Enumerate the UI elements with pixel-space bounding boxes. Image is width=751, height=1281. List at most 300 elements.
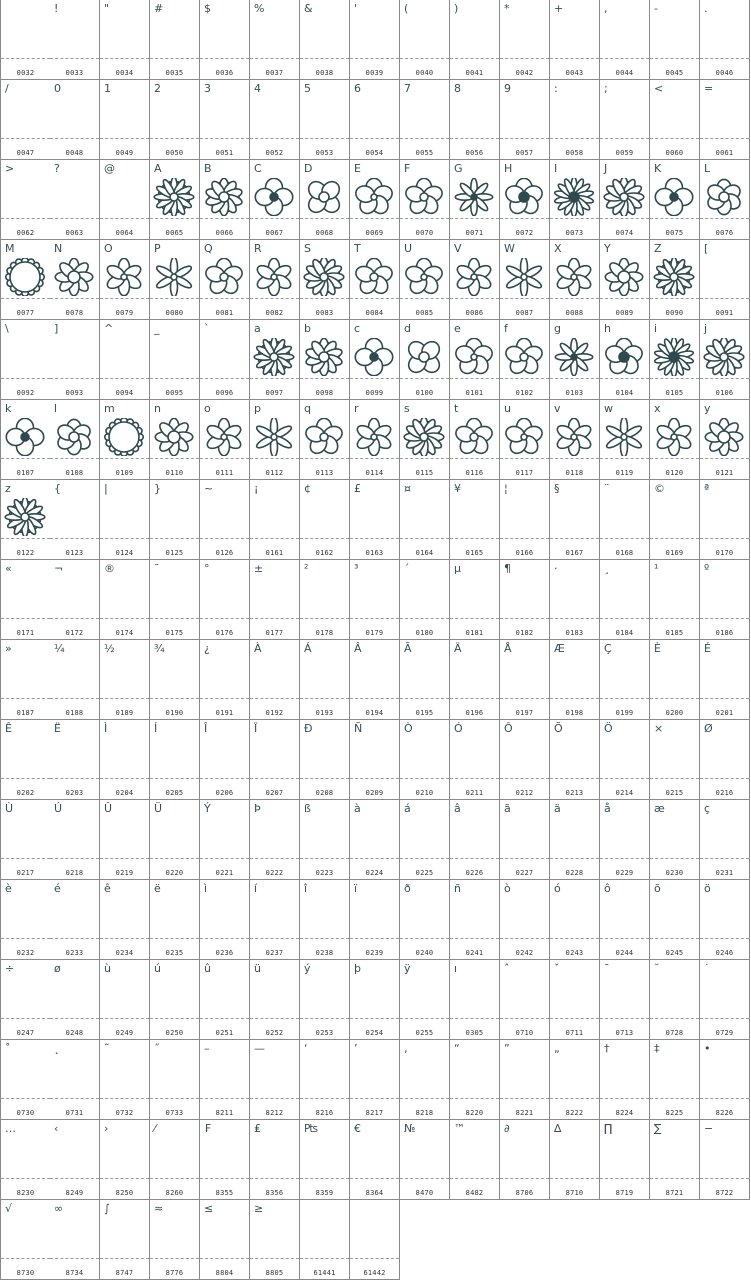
char-code: 0216 <box>715 789 734 797</box>
char-code: 0080 <box>165 309 184 317</box>
glyph-char: 7 <box>404 82 411 95</box>
char-code: 0068 <box>315 229 334 237</box>
glyph-char: Ô <box>504 722 513 735</box>
glyph-cell <box>100 720 150 800</box>
glyph-cell <box>150 160 200 240</box>
char-code: 0212 <box>515 789 534 797</box>
glyph-cell <box>700 1040 750 1120</box>
glyph-char: ç <box>704 802 711 815</box>
baseline-divider <box>450 378 499 379</box>
baseline-divider <box>100 378 149 379</box>
glyph-cell <box>250 80 300 160</box>
glyph-char: ¿ <box>204 642 210 655</box>
flower-icon <box>602 338 646 376</box>
baseline-divider <box>450 218 499 219</box>
baseline-divider <box>650 1098 699 1099</box>
glyph-char: Ê <box>5 722 12 735</box>
char-code: 8222 <box>565 1109 584 1117</box>
glyph-cell <box>200 560 250 640</box>
glyph-cell <box>50 560 100 640</box>
baseline-divider <box>50 138 99 139</box>
glyph-char: ∆ <box>554 1122 562 1135</box>
glyph-char: Î <box>204 722 208 735</box>
glyph-cell <box>500 880 550 960</box>
glyph-char: ú <box>154 962 161 975</box>
baseline-divider <box>400 938 449 939</box>
baseline-divider <box>450 458 499 459</box>
char-code: 0215 <box>665 789 684 797</box>
char-code: 0205 <box>165 789 184 797</box>
glyph-cell <box>0 1120 51 1200</box>
char-code: 8722 <box>715 1189 734 1197</box>
glyph-char: < <box>654 82 664 95</box>
glyph-cell <box>100 160 150 240</box>
flower-icon <box>652 338 696 376</box>
glyph-cell <box>300 480 350 560</box>
glyph-char: ' <box>354 2 358 15</box>
glyph-char: ù <box>104 962 111 975</box>
glyph-char: G <box>454 162 463 175</box>
glyph-char: h <box>604 322 611 335</box>
char-code: 0190 <box>165 709 184 717</box>
baseline-divider <box>450 858 499 859</box>
glyph-cell <box>150 0 200 80</box>
glyph-cell <box>250 480 300 560</box>
char-code: 0103 <box>565 389 584 397</box>
glyph-char: ‹ <box>54 1122 59 1135</box>
glyph-cell <box>500 160 550 240</box>
glyph-cell <box>100 1040 150 1120</box>
baseline-divider <box>700 218 749 219</box>
char-code: 0199 <box>615 709 634 717</box>
baseline-divider <box>500 538 549 539</box>
baseline-divider <box>1 378 50 379</box>
glyph-cell <box>700 720 750 800</box>
baseline-divider <box>600 538 649 539</box>
baseline-divider <box>400 538 449 539</box>
char-code: 8776 <box>165 1269 184 1277</box>
baseline-divider <box>350 218 399 219</box>
glyph-cell <box>300 560 350 640</box>
char-code: 0079 <box>115 309 134 317</box>
baseline-divider <box>600 378 649 379</box>
baseline-divider <box>1 618 50 619</box>
baseline-divider <box>50 1258 99 1259</box>
glyph-cell <box>600 1120 650 1200</box>
char-code: 0054 <box>365 149 384 157</box>
glyph-char: ? <box>54 162 60 175</box>
glyph-char: ” <box>504 1042 510 1055</box>
char-code: 0102 <box>515 389 534 397</box>
baseline-divider <box>550 858 599 859</box>
glyph-char: : <box>554 82 558 95</box>
glyph-char: C <box>254 162 262 175</box>
flower-icon <box>352 178 396 216</box>
char-code: 0061 <box>715 149 734 157</box>
glyph-cell <box>650 400 700 480</box>
char-code: 0078 <box>65 309 84 317</box>
baseline-divider <box>500 1098 549 1099</box>
char-code: 0214 <box>615 789 634 797</box>
glyph-char: A <box>154 162 162 175</box>
char-code: 0171 <box>16 629 35 637</box>
glyph-cell <box>600 800 650 880</box>
char-code: 0119 <box>615 469 634 477</box>
glyph-cell <box>400 160 450 240</box>
char-code: 0172 <box>65 629 84 637</box>
char-code: 0111 <box>215 469 234 477</box>
baseline-divider <box>550 58 599 59</box>
glyph-char: è <box>5 882 12 895</box>
glyph-char: = <box>704 82 714 95</box>
char-code: 0041 <box>465 69 484 77</box>
char-code: 8470 <box>415 1189 434 1197</box>
glyph-cell <box>400 640 450 720</box>
glyph-cell <box>100 400 150 480</box>
baseline-divider <box>400 1178 449 1179</box>
baseline-divider <box>200 138 249 139</box>
glyph-char: ¡ <box>254 482 259 495</box>
baseline-divider <box>650 378 699 379</box>
flower-icon <box>352 258 396 296</box>
glyph-cell <box>350 560 400 640</box>
glyph-cell <box>400 400 450 480</box>
glyph-char: Â <box>354 642 362 655</box>
glyph-char: Ì <box>104 722 108 735</box>
glyph-cell <box>450 0 500 80</box>
glyph-char: ² <box>304 562 309 575</box>
glyph-cell <box>450 1040 500 1120</box>
glyph-cell <box>0 0 51 80</box>
glyph-cell <box>700 320 750 400</box>
glyph-char: Á <box>304 642 312 655</box>
glyph-char: » <box>5 642 12 655</box>
glyph-char: / <box>5 82 9 95</box>
char-code: 8721 <box>665 1189 684 1197</box>
glyph-cell <box>450 80 500 160</box>
flower-icon <box>352 338 396 376</box>
char-code: 8356 <box>265 1189 284 1197</box>
glyph-cell <box>550 240 600 320</box>
char-code: 0121 <box>715 469 734 477</box>
char-code: 8747 <box>115 1269 134 1277</box>
glyph-cell <box>250 1120 300 1200</box>
glyph-cell <box>150 960 200 1040</box>
glyph-cell <box>550 0 600 80</box>
char-code: 0093 <box>65 389 84 397</box>
glyph-cell <box>250 240 300 320</box>
char-code: 0058 <box>565 149 584 157</box>
baseline-divider <box>550 618 599 619</box>
baseline-divider <box>150 298 199 299</box>
glyph-cell <box>600 640 650 720</box>
baseline-divider <box>650 858 699 859</box>
glyph-cell <box>150 320 200 400</box>
glyph-cell <box>500 640 550 720</box>
glyph-char: í <box>254 882 258 895</box>
glyph-char: @ <box>104 162 115 175</box>
glyph-cell <box>450 480 500 560</box>
char-code: 0233 <box>65 949 84 957</box>
glyph-cell <box>200 720 250 800</box>
glyph-cell <box>700 400 750 480</box>
char-code: 0074 <box>615 229 634 237</box>
baseline-divider <box>200 458 249 459</box>
glyph-char: , <box>604 2 608 15</box>
char-code: 8719 <box>615 1189 634 1197</box>
char-code: 0089 <box>615 309 634 317</box>
baseline-divider <box>200 58 249 59</box>
char-code: 0224 <box>365 869 384 877</box>
baseline-divider <box>600 58 649 59</box>
glyph-cell <box>500 960 550 1040</box>
char-code: 0116 <box>465 469 484 477</box>
glyph-char: ] <box>54 322 59 335</box>
glyph-char: ˚ <box>5 1042 11 1055</box>
glyph-char: ‘ <box>304 1042 308 1055</box>
glyph-cell <box>450 960 500 1040</box>
char-code: 0126 <box>215 549 234 557</box>
char-code: 0211 <box>465 789 484 797</box>
char-code: 0219 <box>115 869 134 877</box>
glyph-cell <box>100 560 150 640</box>
baseline-divider <box>1 1018 50 1019</box>
baseline-divider <box>650 778 699 779</box>
baseline-divider <box>250 1258 299 1259</box>
glyph-cell <box>350 640 400 720</box>
glyph-char: ª <box>704 482 710 495</box>
glyph-cell <box>300 960 350 1040</box>
baseline-divider <box>650 458 699 459</box>
glyph-cell <box>500 1040 550 1120</box>
char-code: 8225 <box>665 1109 684 1117</box>
baseline-divider <box>450 938 499 939</box>
flower-icon <box>502 258 546 296</box>
baseline-divider <box>50 618 99 619</box>
char-code: 0249 <box>115 1029 134 1037</box>
char-code: 0226 <box>465 869 484 877</box>
glyph-cell <box>400 960 450 1040</box>
glyph-char: Ã <box>404 642 412 655</box>
baseline-divider <box>50 1018 99 1019</box>
baseline-divider <box>300 938 349 939</box>
baseline-divider <box>250 698 299 699</box>
glyph-cell <box>400 560 450 640</box>
char-code: 0118 <box>565 469 584 477</box>
baseline-divider <box>1 1098 50 1099</box>
glyph-char: I <box>554 162 558 175</box>
glyph-char: f <box>504 322 508 335</box>
glyph-cell <box>50 640 100 720</box>
glyph-cell <box>650 240 700 320</box>
baseline-divider <box>250 938 299 939</box>
char-code: 0071 <box>465 229 484 237</box>
glyph-cell <box>550 80 600 160</box>
flower-icon <box>3 498 47 536</box>
glyph-char: ¢ <box>304 482 311 495</box>
glyph-char: 1 <box>104 82 111 95</box>
char-code: 0072 <box>515 229 534 237</box>
glyph-char: | <box>104 482 108 495</box>
char-code: 0040 <box>415 69 434 77</box>
baseline-divider <box>150 1178 199 1179</box>
baseline-divider <box>100 298 149 299</box>
baseline-divider <box>50 778 99 779</box>
glyph-char: ¹ <box>654 562 659 575</box>
char-code: 0240 <box>415 949 434 957</box>
glyph-cell <box>300 160 350 240</box>
glyph-char: # <box>154 2 164 15</box>
baseline-divider <box>350 1018 399 1019</box>
baseline-divider <box>150 618 199 619</box>
baseline-divider <box>500 1178 549 1179</box>
baseline-divider <box>350 58 399 59</box>
glyph-cell <box>50 400 100 480</box>
char-code: 0238 <box>315 949 334 957</box>
char-code: 0217 <box>16 869 35 877</box>
glyph-char: l <box>54 402 58 415</box>
glyph-cell <box>600 960 650 1040</box>
glyph-char: Å <box>504 642 512 655</box>
glyph-char: õ <box>654 882 661 895</box>
glyph-cell <box>50 480 100 560</box>
baseline-divider <box>650 298 699 299</box>
glyph-char: e <box>454 322 461 335</box>
baseline-divider <box>50 538 99 539</box>
baseline-divider <box>200 1178 249 1179</box>
glyph-char: â <box>454 802 461 815</box>
glyph-char: m <box>104 402 115 415</box>
flower-icon <box>152 418 196 456</box>
glyph-cell <box>300 880 350 960</box>
glyph-cell <box>700 1120 750 1200</box>
char-code: 0060 <box>665 149 684 157</box>
glyph-cell <box>0 800 51 880</box>
glyph-cell <box>0 320 51 400</box>
flower-icon <box>302 418 346 456</box>
glyph-cell <box>600 160 650 240</box>
char-code: 0193 <box>315 709 334 717</box>
glyph-cell <box>700 480 750 560</box>
char-code: 0232 <box>16 949 35 957</box>
glyph-cell <box>550 800 600 880</box>
glyph-cell <box>250 880 300 960</box>
glyph-char: Ä <box>454 642 462 655</box>
glyph-char: X <box>554 242 562 255</box>
glyph-char: M <box>5 242 15 255</box>
glyph-cell <box>650 640 700 720</box>
baseline-divider <box>1 538 50 539</box>
char-code: 0218 <box>65 869 84 877</box>
char-code: 0085 <box>415 309 434 317</box>
flower-icon <box>552 418 596 456</box>
flower-icon <box>202 178 246 216</box>
baseline-divider <box>600 298 649 299</box>
baseline-divider <box>250 858 299 859</box>
char-code: 8355 <box>215 1189 234 1197</box>
flower-icon <box>602 178 646 216</box>
glyph-char: o <box>204 402 211 415</box>
flower-icon <box>652 258 696 296</box>
glyph-cell <box>300 1040 350 1120</box>
char-code: 0183 <box>565 629 584 637</box>
baseline-divider <box>350 538 399 539</box>
baseline-divider <box>400 298 449 299</box>
baseline-divider <box>250 1098 299 1099</box>
char-code: 8249 <box>65 1189 84 1197</box>
glyph-cell <box>350 320 400 400</box>
baseline-divider <box>650 938 699 939</box>
char-code: 0125 <box>165 549 184 557</box>
char-code: 0228 <box>565 869 584 877</box>
glyph-char: “ <box>454 1042 460 1055</box>
baseline-divider <box>50 458 99 459</box>
glyph-char: ™ <box>454 1122 465 1135</box>
glyph-char: û <box>204 962 211 975</box>
baseline-divider <box>150 218 199 219</box>
baseline-divider <box>450 58 499 59</box>
baseline-divider <box>450 298 499 299</box>
glyph-cell <box>500 560 550 640</box>
baseline-divider <box>600 698 649 699</box>
baseline-divider <box>350 378 399 379</box>
char-code: 0099 <box>365 389 384 397</box>
glyph-char: Æ <box>554 642 565 655</box>
glyph-cell <box>50 240 100 320</box>
baseline-divider <box>50 298 99 299</box>
char-code: 0251 <box>215 1029 234 1037</box>
glyph-cell <box>450 640 500 720</box>
baseline-divider <box>250 1178 299 1179</box>
glyph-cell <box>200 1040 250 1120</box>
glyph-char: æ <box>654 802 665 815</box>
glyph-cell <box>50 720 100 800</box>
char-code: 0221 <box>215 869 234 877</box>
char-code: 61442 <box>363 1269 386 1277</box>
glyph-char: % <box>254 2 265 15</box>
char-code: 0070 <box>415 229 434 237</box>
char-code: 0195 <box>415 709 434 717</box>
char-code: 0710 <box>515 1029 534 1037</box>
baseline-divider <box>50 938 99 939</box>
baseline-divider <box>100 938 149 939</box>
glyph-cell <box>300 1200 350 1280</box>
glyph-cell <box>0 1200 51 1280</box>
glyph-char: ¸ <box>604 562 610 575</box>
char-code: 8359 <box>315 1189 334 1197</box>
glyph-char: … <box>5 1122 16 1135</box>
flower-icon <box>152 178 196 216</box>
baseline-divider <box>100 1018 149 1019</box>
baseline-divider <box>350 1178 399 1179</box>
glyph-char: ∂ <box>504 1122 510 1135</box>
baseline-divider <box>600 778 649 779</box>
char-code: 0197 <box>515 709 534 717</box>
char-code: 0164 <box>415 549 434 557</box>
baseline-divider <box>500 1018 549 1019</box>
char-code: 0230 <box>665 869 684 877</box>
baseline-divider <box>600 1098 649 1099</box>
flower-icon <box>252 418 296 456</box>
baseline-divider <box>300 618 349 619</box>
glyph-char: É <box>704 642 711 655</box>
glyph-cell <box>550 400 600 480</box>
glyph-cell <box>650 320 700 400</box>
glyph-cell <box>0 400 51 480</box>
flower-icon <box>302 178 346 216</box>
baseline-divider <box>600 1018 649 1019</box>
char-code: 0227 <box>515 869 534 877</box>
